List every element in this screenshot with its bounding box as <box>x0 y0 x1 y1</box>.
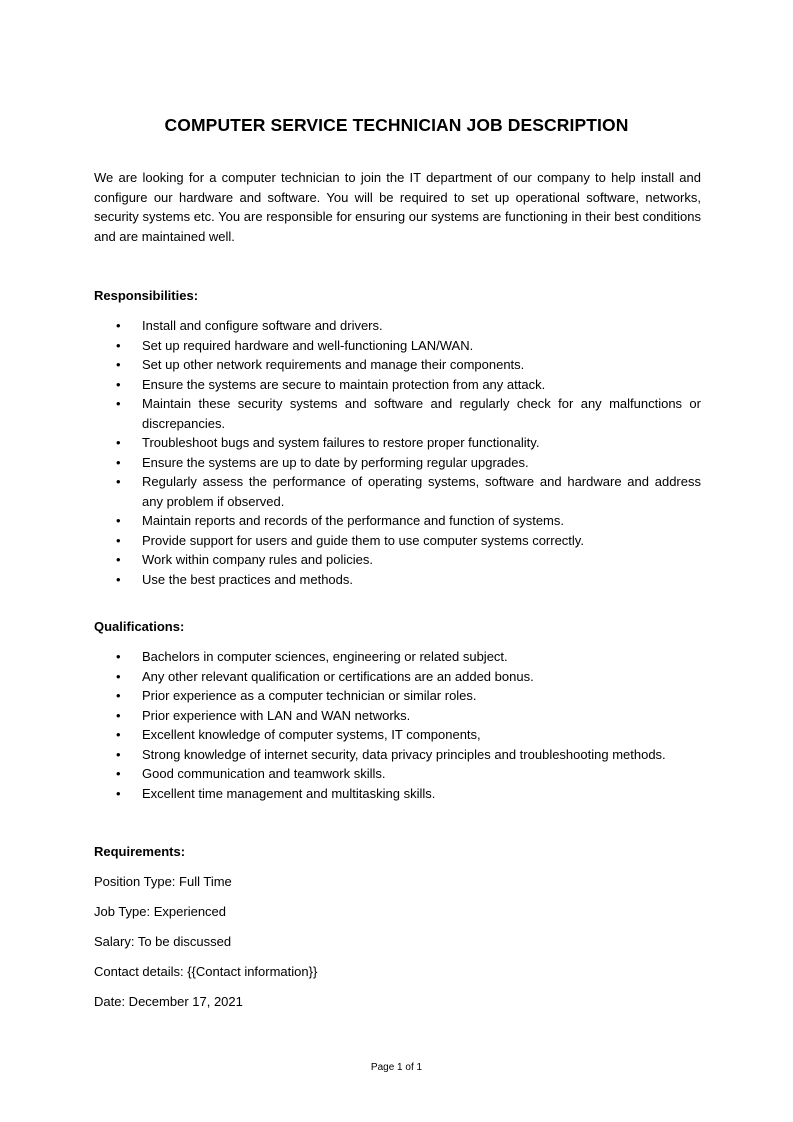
list-item-text: Prior experience with LAN and WAN networks. <box>142 707 411 723</box>
bullet-icon: • <box>116 396 121 411</box>
list-item-text: Set up required hardware and well-functioning LAN/WAN. <box>142 337 474 353</box>
list-item-text: Set up other network requirements and manage their components. <box>142 357 525 372</box>
list-item <box>94 375 701 395</box>
bullet-icon: • <box>116 785 121 801</box>
list-item-text: Ensure the systems are up to date by performing regular upgrades. <box>142 454 529 470</box>
list-item-text: Excellent knowledge of computer systems, IT components, <box>142 727 481 742</box>
requirements-heading: Requirements: <box>94 844 186 859</box>
list-item-text: Provide support for users and guide them to use computer systems correctly. <box>142 532 584 548</box>
list-item <box>94 784 701 804</box>
list-item-text: Maintain these security systems and software and regularly check for any malfunctions or discrepancies. <box>142 396 701 431</box>
list-item <box>94 550 701 570</box>
list-item <box>94 570 701 590</box>
bullet-icon: • <box>116 727 121 742</box>
list-item <box>94 764 701 784</box>
bullet-icon: • <box>116 552 121 567</box>
list-item <box>94 686 701 706</box>
list-item <box>94 725 701 745</box>
list-item <box>94 336 701 356</box>
bullet-icon: • <box>116 571 121 587</box>
list-item <box>94 316 701 336</box>
list-item <box>94 745 701 765</box>
responsibilities-list <box>94 316 701 589</box>
list-item-text: Regularly assess the performance of operating systems, software and hardware and address any problem if observed. <box>142 474 701 509</box>
bullet-icon: • <box>116 376 121 392</box>
list-item-text: Use the best practices and methods. <box>142 571 354 587</box>
list-item <box>94 472 701 511</box>
list-item <box>94 511 701 531</box>
job-type: Job Type: Experienced <box>94 904 227 919</box>
bullet-icon: • <box>116 454 121 470</box>
list-item-text: Good communication and teamwork skills. <box>142 766 386 781</box>
list-item-text: Work within company rules and policies. <box>142 552 373 567</box>
bullet-icon: • <box>116 357 121 372</box>
list-item-text: Maintain reports and records of the performance and function of systems. <box>142 513 564 528</box>
qualifications-list <box>94 647 701 803</box>
page-title: COMPUTER SERVICE TECHNICIAN JOB DESCRIPTION <box>164 115 629 135</box>
qualifications-heading: Qualifications: <box>94 619 185 634</box>
list-item <box>94 453 701 473</box>
bullet-icon: • <box>116 649 121 664</box>
intro-paragraph: We are looking for a computer technician to join the IT department of our company to help install and configure our hardware and software. You will be required to set up operational software, networks, security systems etc. You are responsible for ensuring our systems are functioning in their best conditions and are maintained well. <box>94 170 701 244</box>
page-footer: Page 1 of 1 <box>370 1062 423 1073</box>
list-item-text: Any other relevant qualification or certifications are an added bonus. <box>142 668 534 684</box>
bullet-icon: • <box>116 337 121 353</box>
bullet-icon: • <box>116 688 121 703</box>
list-item <box>94 667 701 687</box>
bullet-icon: • <box>116 513 121 528</box>
salary: Salary: To be discussed <box>94 934 232 949</box>
list-item <box>94 355 701 375</box>
list-item-text: Ensure the systems are secure to maintain protection from any attack. <box>142 376 546 392</box>
date: Date: December 17, 2021 <box>94 994 243 1009</box>
list-item-text: Bachelors in computer sciences, engineering or related subject. <box>142 649 508 664</box>
list-item <box>94 647 701 667</box>
bullet-icon: • <box>116 746 121 762</box>
list-item-text: Install and configure software and drivers. <box>142 318 383 333</box>
position-type: Position Type: Full Time <box>94 874 232 889</box>
responsibilities-heading: Responsibilities: <box>94 288 199 303</box>
list-item-text: Troubleshoot bugs and system failures to restore proper functionality. <box>142 435 540 450</box>
list-item <box>94 394 701 433</box>
bullet-icon: • <box>116 318 121 333</box>
bullet-icon: • <box>116 532 121 548</box>
contact-details: Contact details: {{Contact information}} <box>94 964 318 979</box>
list-item-text: Excellent time management and multitasking skills. <box>142 785 436 801</box>
bullet-icon: • <box>116 435 121 450</box>
bullet-icon: • <box>116 707 121 723</box>
bullet-icon: • <box>116 474 121 489</box>
list-item-text: Prior experience as a computer technician or similar roles. <box>142 688 477 703</box>
list-item <box>94 706 701 726</box>
bullet-icon: • <box>116 668 121 684</box>
list-item <box>94 433 701 453</box>
list-item-text: Strong knowledge of internet security, data privacy principles and troubleshooting methods. <box>142 746 666 762</box>
list-item <box>94 531 701 551</box>
bullet-icon: • <box>116 766 121 781</box>
